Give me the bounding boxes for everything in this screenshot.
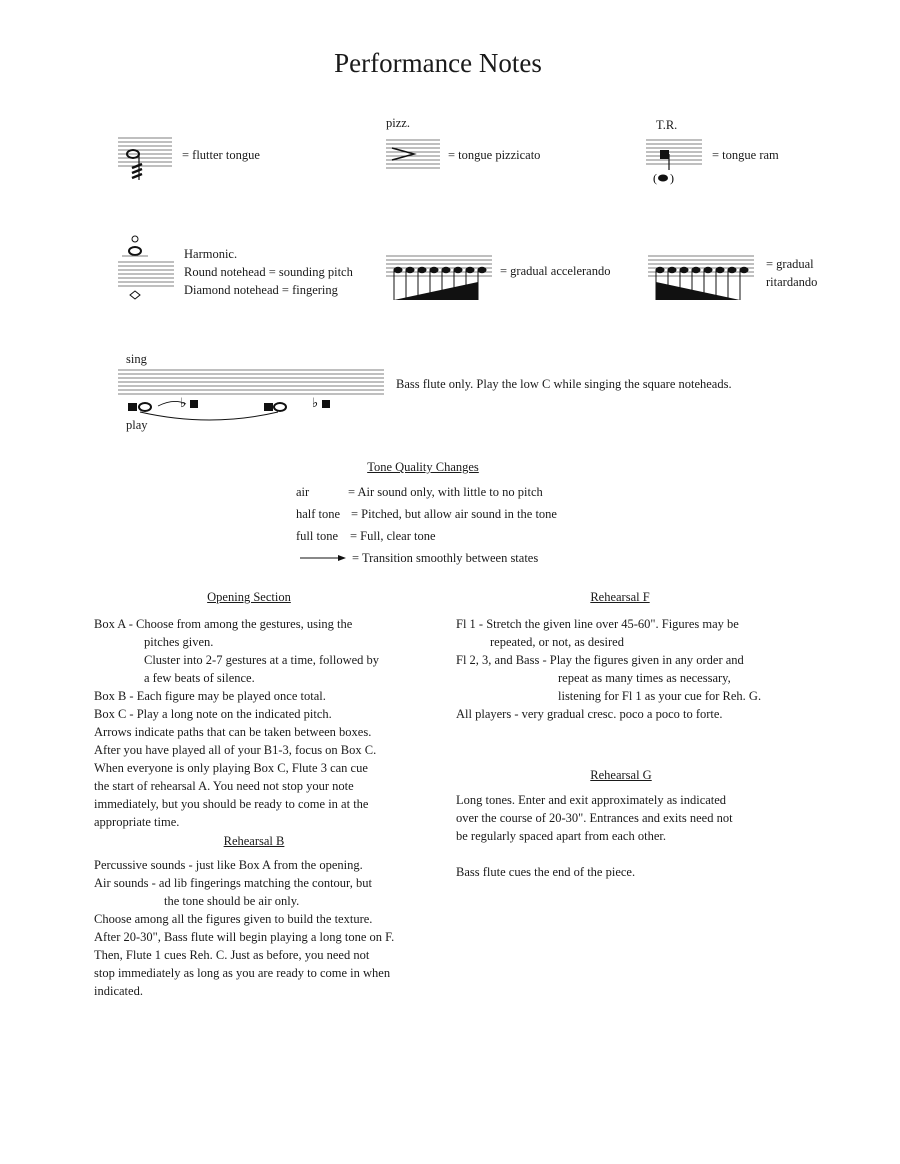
tone-quality-heading: Tone Quality Changes <box>367 460 479 474</box>
text-line: Arrows indicate paths that can be taken between boxes. <box>94 725 372 739</box>
text-line: over the course of 20-30". Entrances and exits need not <box>456 811 733 825</box>
rehearsal-g-body <box>456 791 816 881</box>
text-line: the start of rehearsal A. You need not stop your note <box>94 779 354 793</box>
ritardando-line: ritardando <box>766 275 818 289</box>
flutter-tongue-staff <box>118 134 174 184</box>
ritardando-line: = gradual <box>766 257 814 271</box>
svg-text:(: ( <box>653 171 657 185</box>
blank-line <box>456 845 816 863</box>
text-line: stop immediately as long as you are ready to come in when <box>94 966 391 980</box>
tongue-ram-mark: T.R. <box>656 118 678 132</box>
text-line: Then, Flute 1 cues Reh. C. Just as before, you need not <box>94 948 370 962</box>
text-line: immediately, but you should be ready to come in at the <box>94 797 369 811</box>
harmonic-line: Round notehead = sounding pitch <box>184 265 353 279</box>
text-line: Long tones. Enter and exit approximately as indicated <box>456 793 727 807</box>
tone-quality-row <box>296 525 557 547</box>
text-line: the tone should be air only. <box>164 894 300 908</box>
tone-quality-row <box>296 547 557 569</box>
svg-text:♭: ♭ <box>312 396 319 411</box>
flutter-tongue-label: = flutter tongue <box>182 148 260 162</box>
pizz-staff <box>386 136 442 176</box>
text-line: a few beats of silence. <box>144 671 255 685</box>
page-title: Performance Notes <box>334 48 542 78</box>
text-line: be regularly spaced apart from each other. <box>456 829 666 843</box>
tone-quality-term: air <box>296 484 310 499</box>
text-line: Air sounds - ad lib fingerings matching the contour, but <box>94 876 372 890</box>
tone-quality-desc: = Full, clear tone <box>350 528 436 543</box>
rehearsal-b-body <box>94 856 444 1000</box>
harmonic-line: Diamond notehead = fingering <box>184 283 338 297</box>
text-line: repeat as many times as necessary, <box>558 671 731 685</box>
text-line: pitches given. <box>144 635 214 649</box>
pizz-mark: pizz. <box>386 116 410 130</box>
text-line: All players - very gradual cresc. poco a poco to forte. <box>456 707 723 721</box>
ritardando-staff <box>648 252 756 304</box>
tone-quality-row <box>296 503 557 525</box>
tone-quality-term: full tone <box>296 528 339 543</box>
rehearsal-f-heading: Rehearsal F <box>590 590 650 604</box>
tone-quality-list <box>296 481 557 569</box>
text-line: Fl 2, 3, and Bass - Play the figures given in any order and <box>456 653 744 667</box>
accelerando-label: = gradual accelerando <box>500 264 611 278</box>
opening-section-body <box>94 615 444 831</box>
tone-quality-desc: = Air sound only, with little to no pitch <box>348 484 543 499</box>
text-line: indicated. <box>94 984 143 998</box>
text-line: appropriate time. <box>94 815 180 829</box>
text-line: repeated, or not, as desired <box>490 635 624 649</box>
text-line: Cluster into 2-7 gestures at a time, followed by <box>144 653 380 667</box>
rehearsal-g-heading: Rehearsal G <box>590 768 652 782</box>
text-line: Box B - Each figure may be played once total. <box>94 689 326 703</box>
ritardando-label <box>766 255 817 291</box>
tone-quality-desc: = Transition smoothly between states <box>352 550 539 565</box>
sing-play-label: Bass flute only. Play the low C while singing the square noteheads. <box>396 377 732 391</box>
svg-text:♭: ♭ <box>180 396 187 411</box>
text-line: Fl 1 - Stretch the given line over 45-60". Figures may be <box>456 617 739 631</box>
text-line: Percussive sounds - just like Box A from the opening. <box>94 858 363 872</box>
text-line: listening for Fl 1 as your cue for Reh. G. <box>558 689 762 703</box>
rehearsal-f-body <box>456 615 816 723</box>
arrow-right-icon <box>300 554 352 562</box>
play-mark: play <box>126 418 148 432</box>
harmonic-staff <box>118 234 176 302</box>
text-line: When everyone is only playing Box C, Flute 3 can cue <box>94 761 368 775</box>
text-line: After you have played all of your B1-3, focus on Box C. <box>94 743 377 757</box>
tongue-ram-label: = tongue ram <box>712 148 779 162</box>
rehearsal-b-heading: Rehearsal B <box>223 834 285 848</box>
text-line: Choose among all the figures given to build the texture. <box>94 912 373 926</box>
harmonic-line: Harmonic. <box>184 247 238 261</box>
harmonic-legend <box>184 245 353 299</box>
tone-quality-row <box>296 481 557 503</box>
svg-text:): ) <box>670 171 674 185</box>
text-line: Box A - Choose from among the gestures, using the <box>94 617 353 631</box>
sing-mark: sing <box>126 352 147 366</box>
sing-play-staff <box>118 366 386 422</box>
text-line: Bass flute cues the end of the piece. <box>456 865 636 879</box>
tone-quality-term: half tone <box>296 506 341 521</box>
text-line: After 20-30", Bass flute will begin playing a long tone on F. <box>94 930 395 944</box>
tongue-ram-staff <box>646 136 706 188</box>
text-line: Box C - Play a long note on the indicated pitch. <box>94 707 332 721</box>
opening-section-heading: Opening Section <box>207 590 291 604</box>
tone-quality-desc: = Pitched, but allow air sound in the tone <box>351 506 557 521</box>
pizz-label: = tongue pizzicato <box>448 148 541 162</box>
accelerando-staff <box>386 252 494 304</box>
